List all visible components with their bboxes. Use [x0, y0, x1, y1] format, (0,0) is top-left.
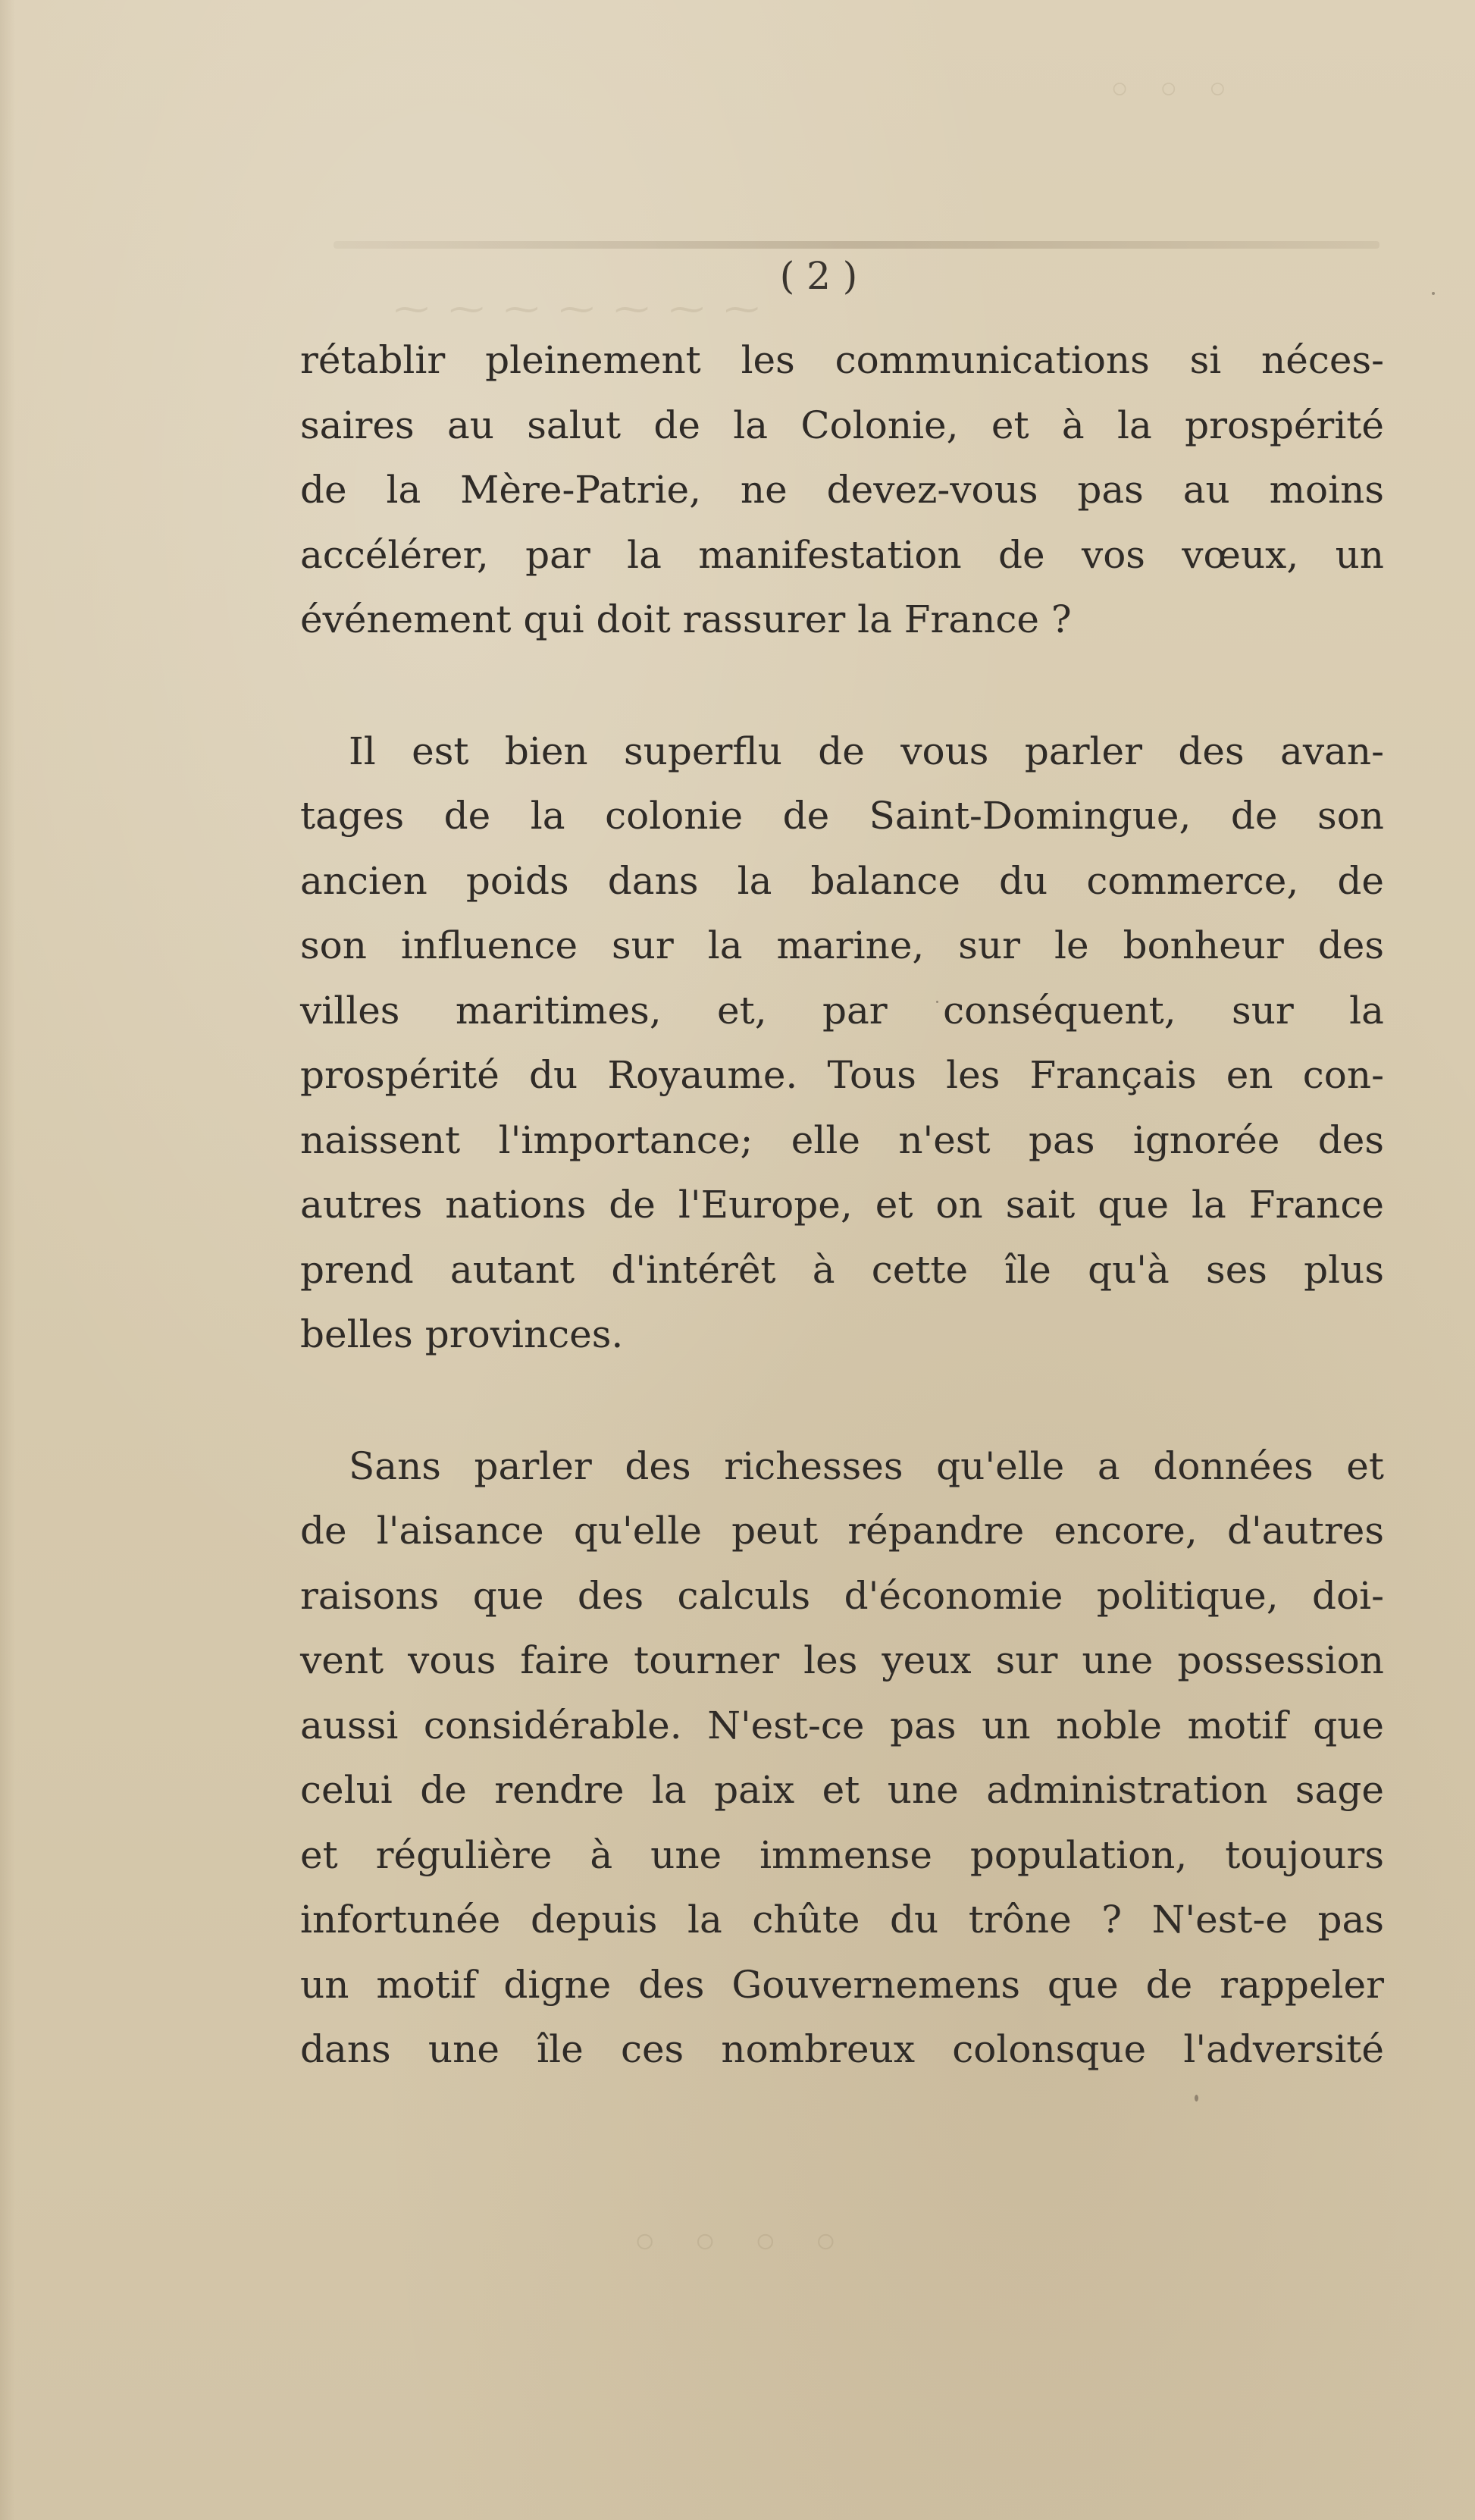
- paragraph-1-line-5: événement qui doit rassurer la France ?: [300, 597, 1072, 641]
- paragraph-2-line-10: belles provinces.: [300, 1312, 624, 1356]
- paragraph-2-line-8: autres nations de l'Europe, et on sait que la France: [300, 1183, 1384, 1227]
- ink-speck: [1195, 2095, 1198, 2102]
- page-edge-shadow: [0, 0, 15, 2520]
- show-through-top-right: ◦ ◦ ◦: [1107, 64, 1235, 116]
- ink-speck: [1432, 292, 1435, 295]
- show-through-bottom: ◦ ◦ ◦ ◦: [629, 2212, 847, 2274]
- paragraph-2-line-1: Il est bien superflu de vous parler des avan-: [349, 729, 1384, 773]
- paragraph-gap: [300, 1368, 1384, 1434]
- paragraph-3-line-1: Sans parler des richesses qu'elle a données et: [349, 1443, 1384, 1488]
- paragraph-3-line-5: aussi considérable. N'est-ce pas un noble motif que: [300, 1703, 1384, 1747]
- paragraph-2-line-6: prospérité du Royaume. Tous les Français en con-: [300, 1053, 1384, 1097]
- paragraph-1-line-3: de la Mère-Patrie, ne devez-vous pas au moins: [300, 468, 1384, 512]
- paragraph-2-line-9: prend autant d'intérêt à cette île qu'à ses plus: [300, 1247, 1384, 1292]
- paragraph-2-line-2: tages de la colonie de Saint-Domingue, de son: [300, 794, 1384, 838]
- paragraph-1-line-1: rétablir pleinement les communications si néces-: [300, 338, 1384, 382]
- paragraph-3-line-3: raisons que des calculs d'économie politique, doi-: [300, 1573, 1384, 1618]
- ink-speck: [936, 1001, 938, 1003]
- paragraph-gap: [300, 653, 1384, 719]
- paragraph-3-line-10: dans une île ces nombreux colonsque l'adversité: [300, 2027, 1384, 2071]
- paragraph-3-line-9: un motif digne des Gouvernemens que de rappeler: [300, 1962, 1384, 2007]
- paragraph-2-line-7: naissent l'importance; elle n'est pas ignorée des: [300, 1117, 1384, 1162]
- page-number: ( 2 ): [779, 254, 858, 298]
- paragraph-3-line-2: de l'aisance qu'elle peut répandre encore, d'autres: [300, 1509, 1384, 1553]
- header-rule: [334, 241, 1379, 249]
- paragraph-1-line-4: accélérer, par la manifestation de vos vœux, un: [300, 532, 1384, 577]
- paragraph-2-line-3: ancien poids dans la balance du commerce, de: [300, 858, 1384, 903]
- paragraph-3-line-8: infortunée depuis la chûte du trône ? N'est-e pas: [300, 1898, 1384, 1942]
- paragraph-2-line-4: son influence sur la marine, sur le bonheur des: [300, 923, 1384, 967]
- paragraph-3-line-4: vent vous faire tourner les yeux sur une possession: [300, 1638, 1384, 1682]
- paragraph-3-line-7: et régulière à une immense population, toujours: [300, 1832, 1384, 1877]
- body-text: [300, 328, 1384, 2083]
- paragraph-2-line-5: villes maritimes, et, par conséquent, sur la: [300, 988, 1384, 1033]
- paragraph-3-line-6: celui de rendre la paix et une administration sage: [300, 1768, 1384, 1812]
- paragraph-1-line-2: saires au salut de la Colonie, et à la prospérité: [300, 403, 1384, 447]
- show-through-middle: ⁓ ⁓ ⁓ ⁓ ⁓ ⁓ ⁓: [394, 288, 764, 329]
